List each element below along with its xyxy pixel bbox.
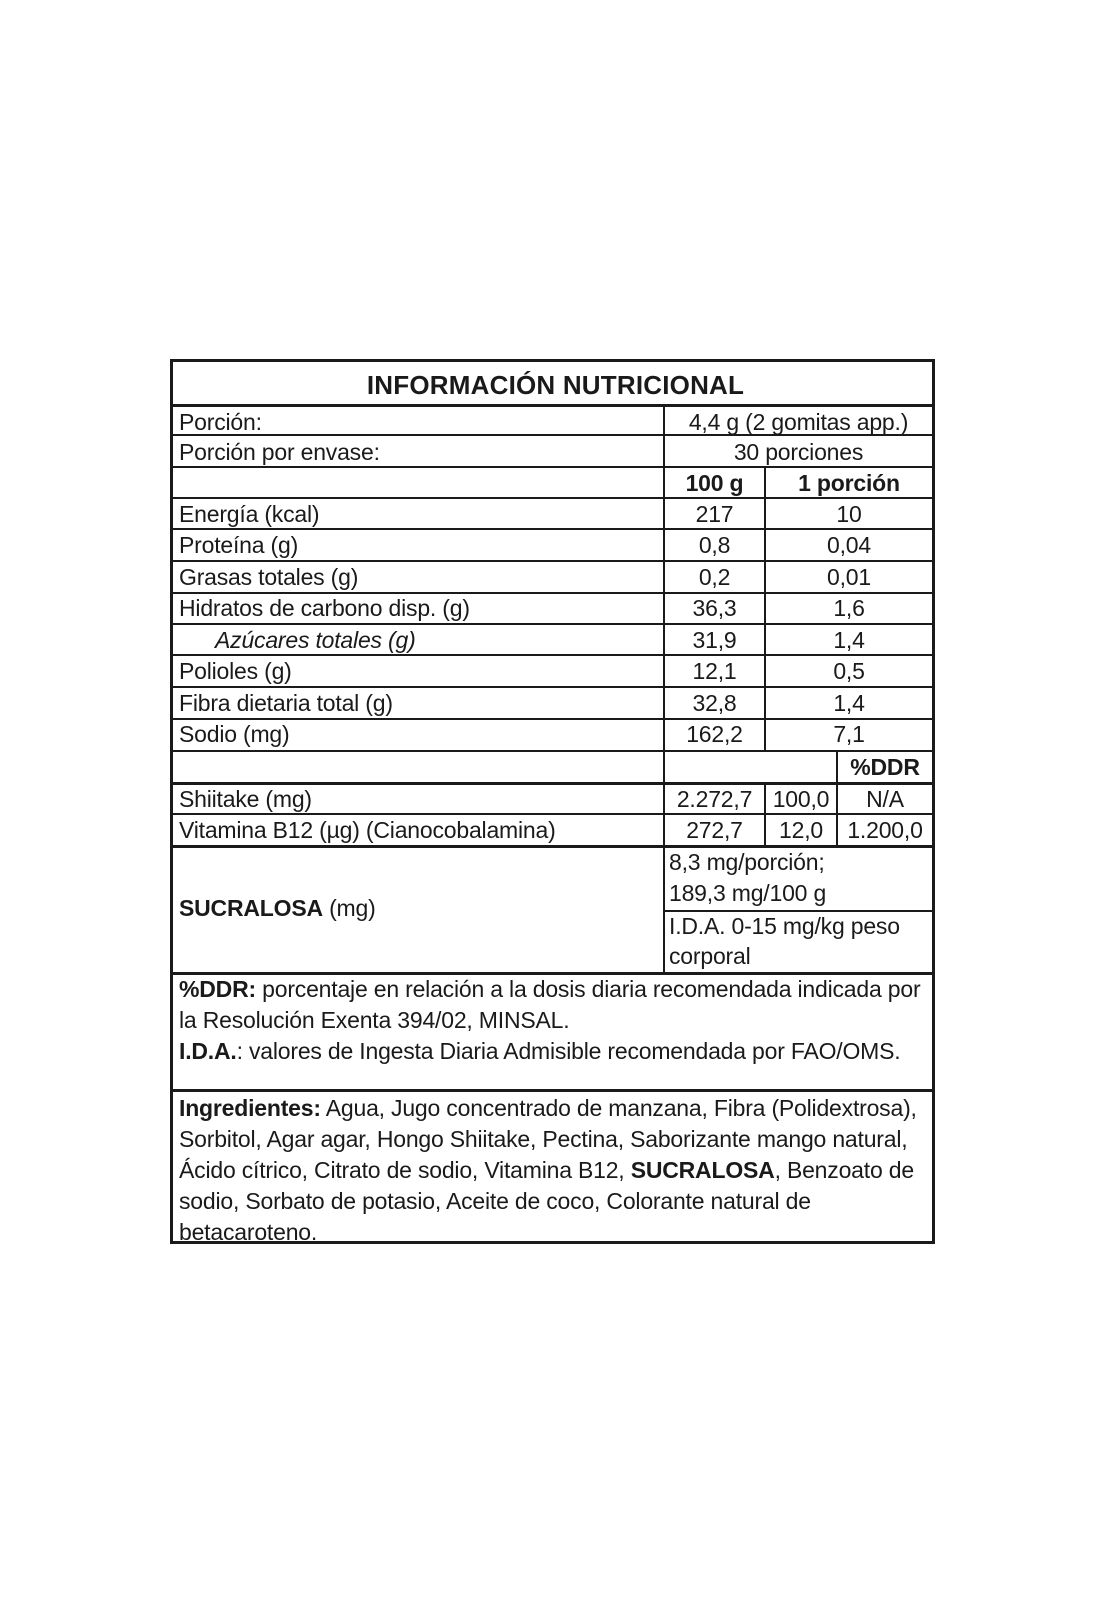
serving-size-value: 4,4 g (2 gomitas app.) (688, 409, 909, 435)
ida-note (179, 1036, 929, 1067)
nutrient-value-100g: 31,9 (692, 627, 737, 653)
sucralose-name: SUCRALOSA (179, 895, 323, 921)
nutrient-value-100g: 0,2 (698, 564, 731, 590)
ingredients-text-end: , Benzoato de sodio, Sorbato de potasio, Aceite de coco, Colorante natural de betacaroteno. (179, 1157, 914, 1245)
sucralose-unit: (mg) (322, 895, 376, 921)
servings-per-package-value: 30 porciones (733, 439, 864, 465)
extra-value-ddr: N/A (866, 786, 904, 812)
nutrient-value-portion: 1,4 (833, 690, 865, 716)
rule (173, 750, 932, 752)
nutrient-name: Sodio (mg) (179, 721, 290, 747)
sucralose-amount-portion: 8,3 mg/porción; (669, 849, 825, 875)
nutrient-name-sub: Azúcares totales (g) (215, 627, 416, 653)
extra-value-portion: 12,0 (779, 817, 823, 843)
footnotes (179, 974, 929, 1067)
sucralose-ida: I.D.A. 0-15 mg/kg peso (669, 913, 900, 939)
extra-value-ddr: 1.200,0 (847, 817, 923, 843)
serving-size-label: Porción: (179, 409, 262, 435)
nutrient-name: Proteína (g) (179, 532, 299, 558)
servings-per-package-label: Porción por envase: (179, 439, 380, 465)
nutrient-name: Energía (kcal) (179, 501, 320, 527)
ddr-note-term: %DDR: (179, 976, 256, 1002)
nutrient-value-100g: 0,8 (698, 532, 731, 558)
nutrient-name: Hidratos de carbono disp. (g) (179, 595, 470, 621)
sucralose-amount-100g: 189,3 mg/100 g (669, 880, 827, 906)
nutrient-name: Fibra dietaria total (g) (179, 690, 393, 716)
label-title: INFORMACIÓN NUTRICIONAL (366, 370, 745, 400)
nutrient-value-100g: 32,8 (692, 690, 737, 716)
nutrient-value-100g: 12,1 (692, 658, 737, 684)
ingredients-highlight: SUCRALOSA (630, 1157, 775, 1183)
nutrient-value-100g: 162,2 (686, 721, 743, 747)
nutrient-value-portion: 1,4 (833, 627, 865, 653)
column-header-ddr: %DDR (850, 754, 920, 780)
ddr-note (179, 974, 929, 1036)
ddr-note-text: porcentaje en relación a la dosis diaria recomendada indicada por la Resolución Exenta 394/02, MINSAL. (179, 976, 921, 1033)
extra-name: Shiitake (mg) (179, 786, 312, 812)
nutrient-name: Grasas totales (g) (179, 564, 359, 590)
nutrient-name: Polioles (g) (179, 658, 292, 684)
nutrient-value-portion: 10 (836, 501, 862, 527)
extra-value-portion: 100,0 (772, 786, 830, 812)
extra-name: Vitamina B12 (µg) (Cianocobalamina) (179, 817, 556, 843)
nutrient-value-portion: 7,1 (833, 721, 865, 747)
ingredients (179, 1093, 929, 1248)
ida-note-text: : valores de Ingesta Diaria Admisible recomendada por FAO/OMS. (236, 1038, 901, 1064)
nutrient-value-portion: 0,01 (827, 564, 871, 590)
nutrient-value-portion: 0,5 (833, 658, 865, 684)
sucralose-ida-cont: corporal (669, 943, 751, 969)
nutrient-value-100g: 36,3 (692, 595, 737, 621)
nutrient-value-100g: 217 (695, 501, 734, 527)
nutrient-value-portion: 0,04 (827, 532, 871, 558)
column-header-portion: 1 porción (798, 470, 900, 496)
ingredients-text: Agua, Jugo concentrado de manzana, Fibra (Polidextrosa), Sorbitol, Agar agar, Hongo Shiitake, Pectina, Saborizante mango natural, Ácido cítrico, Citrato de sodio, Vitamina B12, (179, 1095, 917, 1183)
ida-note-term: I.D.A. (179, 1038, 237, 1064)
column-header-100g: 100 g (685, 470, 744, 496)
nutrient-value-portion: 1,6 (833, 595, 865, 621)
extra-value-100g: 272,7 (686, 817, 743, 843)
extra-value-100g: 2.272,7 (676, 786, 753, 812)
sucralose-label (179, 893, 376, 924)
ingredients-label: Ingredientes: (179, 1095, 321, 1121)
nutrition-facts-label (170, 359, 935, 1244)
rule (173, 1089, 932, 1092)
